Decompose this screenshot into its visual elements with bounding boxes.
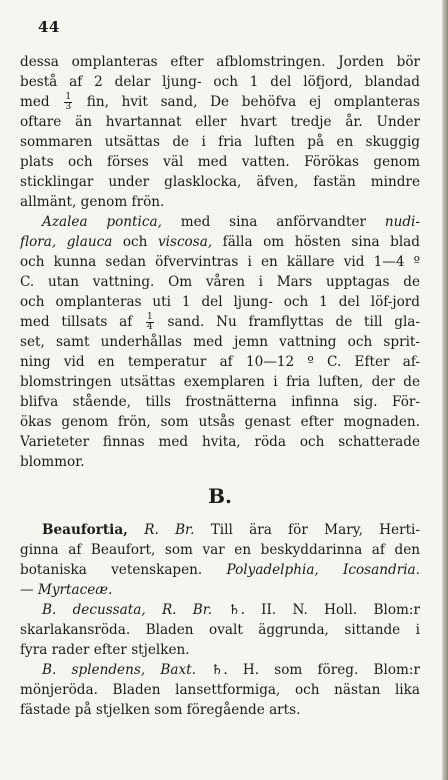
text-line: ning vid en temperatur af 10—12 º C. Efter af- [20,354,420,370]
text-line: dessa omplanteras efter afblomstringen. Jorden bör [20,54,420,70]
fraction-one-third: $\frac{1}{3}$ [65,92,72,112]
text-line: sommaren utsättas de i fria luften på en skuggig [20,134,420,150]
text-line: flora, glauca och viscosa, fälla om hösten sina blad [20,234,420,250]
text-line: B. splendens, Baxt. ♄. H. som föreg. Blom:r [42,662,420,678]
text-line: fyra rader efter stjelken. [20,642,190,658]
text-line: sticklingar under glasklocka, äfven, fastän mindre [20,174,420,190]
text-line: Varieteter finnas med hvita, röda och schatterade [20,434,420,450]
page-body [20,52,420,720]
text-line: allmänt, genom frön. [20,194,165,210]
text-line: — Myrtaceæ. [20,582,113,598]
text-line: oftare än hvartannat eller hvart tredje år. Under [20,114,420,130]
text-line: blommor. [20,454,85,470]
page-edge-shadow [442,0,448,780]
text-line: och omplanteras uti 1 del ljung- och 1 del löf-jord [20,294,420,310]
text-line: B. decussata, R. Br. ♄. II. N. Holl. Blom:r [42,602,420,618]
text-line: blomstringen utsättas exemplaren i fria luften, der de [20,374,420,390]
fraction-one-quarter: $\frac{1}{4}$ [147,312,153,332]
text-line: mönjeröda. Bladen lansettformiga, och nästan lika [20,682,420,698]
text-line: skarlakansröda. Bladen ovalt äggrunda, sittande i [20,622,420,638]
page-number: 44 [38,18,60,36]
text-line: Beaufortia, R. Br. Till ära för Mary, Herti- [42,522,420,538]
text-line: med $\frac{1}{3}$ fin, hvit sand, De behöfva ej omplanteras [20,92,420,112]
text-line: fästade på stjelken som föregående arts. [20,702,301,718]
section-heading: B. [208,484,232,508]
text-line: Azalea pontica, med sina anförvandter nudi- [42,214,420,230]
text-line: och kunna sedan öfvervintras i en källare vid 1—4 º [20,254,420,270]
text-line: plats och förses väl med vatten. Förökas genom [20,154,420,170]
text-line: ginna af Beaufort, som var en beskyddarinna af den [20,542,420,558]
text-line: set, samt underhållas med jemn vattning och sprit- [20,334,420,350]
text-line: blifva stående, tills frostnätterna infinna sig. För- [20,394,420,410]
text-line: ökas genom frön, som utsås genast efter mognaden. [20,414,420,430]
text-line: C. utan vattning. Om våren i Mars upptagas de [20,274,420,290]
text-line: botaniska vetenskapen. Polyadelphia, Icosandria. [20,562,420,578]
text-line: bestå af 2 delar ljung- och 1 del löfjord, blandad [20,74,420,90]
text-line: med tillsats af $\frac{1}{4}$ sand. Nu framflyttas de till gla- [20,312,420,332]
